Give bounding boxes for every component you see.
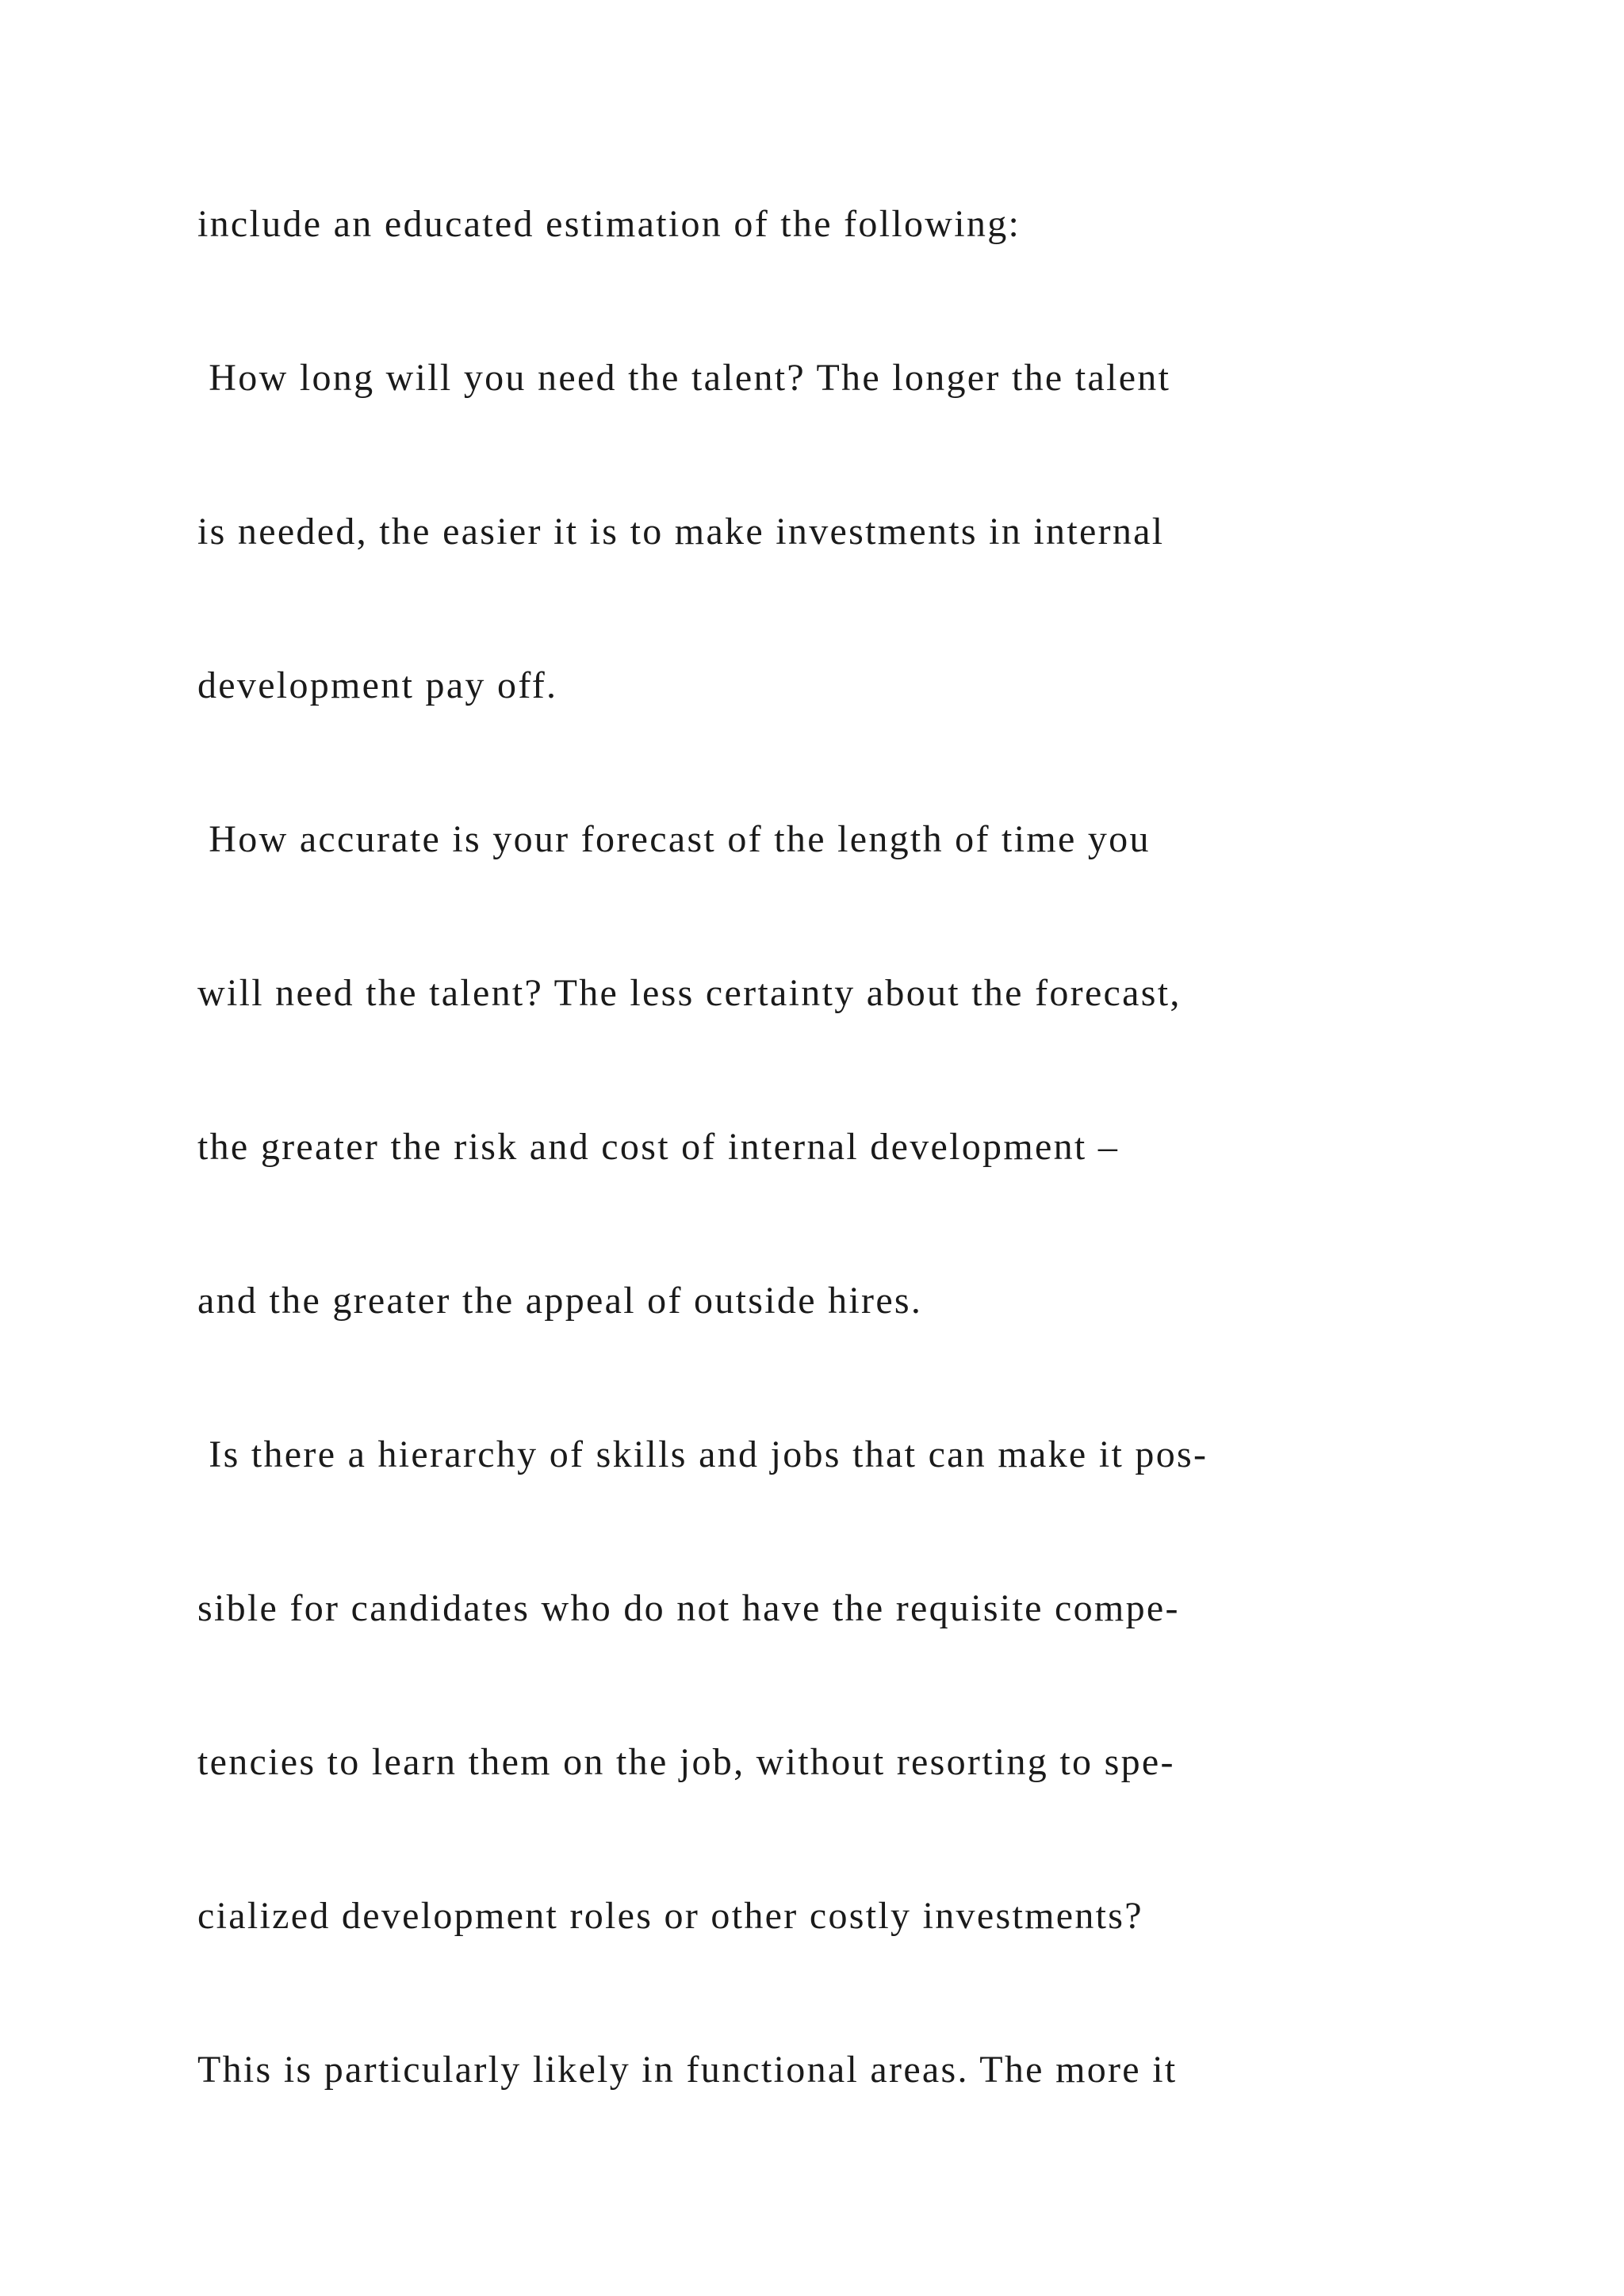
text-line: will need the talent? The less certainty about the forecast,	[197, 972, 1182, 1014]
body-text	[197, 189, 1434, 2188]
text-line: the greater the risk and cost of internal development –	[197, 1126, 1120, 1168]
text-line: tencies to learn them on the job, without resorting to spe-	[197, 1741, 1175, 1783]
text-line: This is particularly likely in functional areas. The more it	[197, 2049, 1178, 2091]
text-line: How long will you need the talent? The longer the talent	[197, 357, 1171, 399]
text-line: cialized development roles or other costly investments?	[197, 1895, 1143, 1937]
text-line: is needed, the easier it is to make investments in internal	[197, 511, 1165, 553]
text-line: include an educated estimation of the following:	[197, 203, 1021, 245]
text-line: sible for candidates who do not have the requisite compe-	[197, 1587, 1180, 1629]
text-line: and the greater the appeal of outside hires.	[197, 1280, 923, 1322]
text-line: How accurate is your forecast of the length of time you	[197, 818, 1151, 860]
text-line: development pay off.	[197, 664, 558, 706]
text-line: Is there a hierarchy of skills and jobs that can make it pos-	[197, 1433, 1208, 1475]
